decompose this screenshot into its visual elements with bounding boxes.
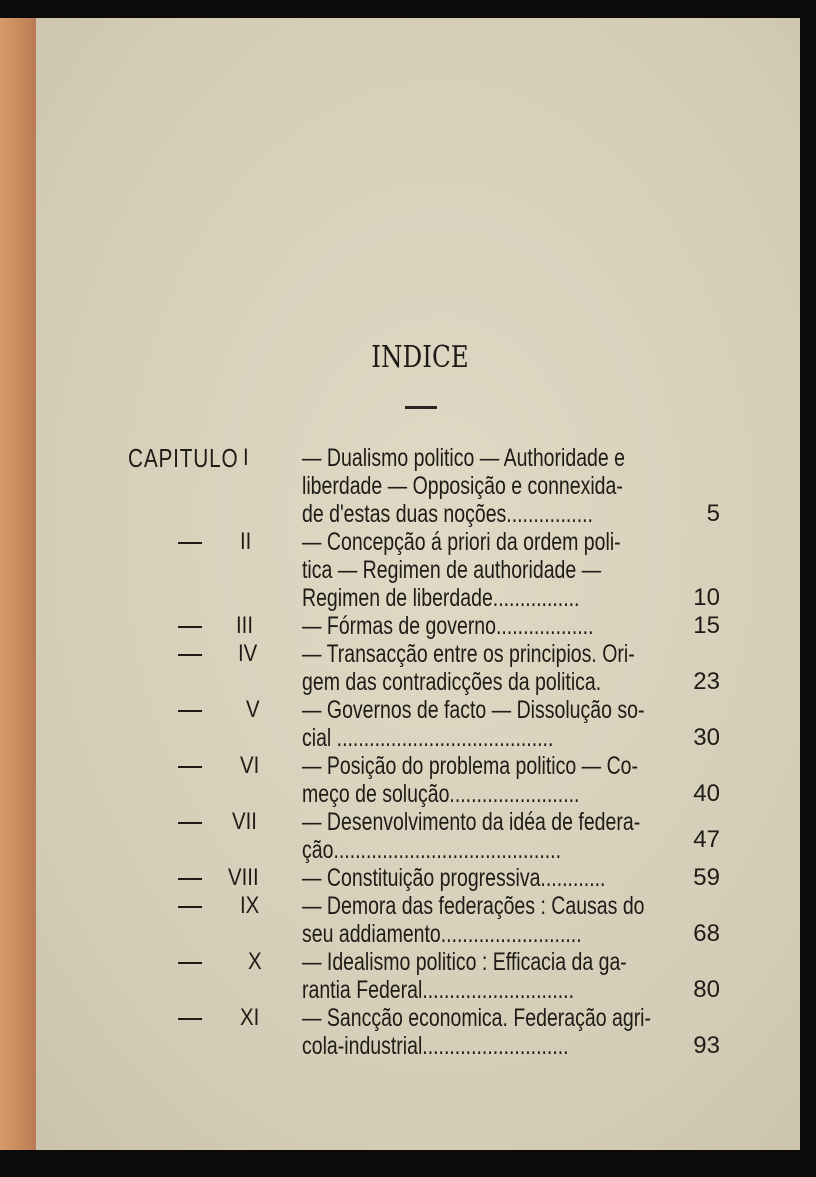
page-gutter (0, 18, 36, 1150)
chapter-numeral-I: I (243, 444, 249, 471)
chapter-numeral-VII: VII (232, 808, 257, 835)
chapter-X-page: 80 (693, 976, 720, 1003)
chapter-IV-line-1: — Transacção entre os principios. Ori- (302, 640, 635, 668)
chapter-II-line-3: Regimen de liberdade................ (302, 584, 580, 612)
chapter-numeral-IV: IV (238, 640, 258, 667)
chapter-numeral-II: II (240, 528, 252, 555)
chapter-numeral-VI: VI (240, 752, 260, 779)
ditto-dash (178, 1018, 202, 1020)
chapter-VII-line-1: — Desenvolvimento da idéa de federa- (302, 808, 641, 836)
chapter-V-page: 30 (693, 724, 720, 751)
chapter-I-page: 5 (706, 500, 720, 527)
chapter-numeral-V: V (246, 696, 260, 723)
ditto-dash (178, 822, 202, 824)
chapter-VIII-line-1: — Constituição progressiva............ (302, 864, 606, 892)
chapter-II-line-2: tica — Regimen de authoridade — (302, 556, 602, 584)
chapter-numeral-III: III (236, 612, 254, 639)
chapter-II-line-1: — Concepção á priori da ordem poli- (302, 528, 621, 556)
chapter-IX-line-1: — Demora das federações : Causas do (302, 892, 645, 920)
chapter-VII-page: 47 (693, 826, 720, 853)
chapter-V-line-2: cial ........................................ (302, 724, 554, 752)
chapter-VII-line-2: ção.......................................... (302, 836, 561, 864)
chapter-numeral-IX: IX (240, 892, 260, 919)
ditto-dash (178, 654, 202, 656)
chapter-III-line-1: — Fórmas de governo.................. (302, 612, 594, 640)
chapter-I-line-1: — Dualismo politico — Authoridade e (302, 444, 626, 472)
chapter-IX-line-2: seu addiamento.......................... (302, 920, 582, 948)
chapter-I-line-2: liberdade — Opposição e connexida- (302, 472, 623, 500)
chapter-V-line-1: — Governos de facto — Dissolução so- (302, 696, 645, 724)
chapter-VI-page: 40 (693, 780, 720, 807)
chapter-XI-line-2: cola-industrial........................... (302, 1032, 569, 1060)
chapter-IV-page: 23 (693, 668, 720, 695)
chapter-numeral-VIII: VIII (228, 864, 259, 891)
chapter-XI-line-1: — Sancção economica. Federação agri- (302, 1004, 652, 1032)
chapter-label: CAPITULO (128, 443, 239, 473)
chapter-XI-page: 93 (693, 1032, 720, 1059)
ditto-dash (178, 542, 202, 544)
chapter-II-page: 10 (693, 584, 720, 611)
chapter-numeral-X: X (248, 948, 262, 975)
chapter-X-line-1: — Idealismo politico : Efficacia da ga- (302, 948, 627, 976)
ditto-dash (178, 766, 202, 768)
chapter-I-line-3: de d'estas duas noções................ (302, 500, 593, 528)
ditto-dash (178, 906, 202, 908)
chapter-III-page: 15 (693, 612, 720, 639)
ditto-dash (178, 962, 202, 964)
chapter-IV-line-2: gem das contradicções da politica. (302, 668, 602, 696)
ditto-dash (178, 626, 202, 628)
ditto-dash (178, 710, 202, 712)
chapter-IX-page: 68 (693, 920, 720, 947)
book-page (0, 18, 800, 1150)
chapter-X-line-2: rantia Federal............................ (302, 976, 575, 1004)
chapter-VI-line-1: — Posição do problema politico — Co- (302, 752, 638, 780)
chapter-VI-line-2: meço de solução........................ (302, 780, 580, 808)
page-title: INDICE (371, 340, 469, 375)
ditto-dash (178, 878, 202, 880)
chapter-VIII-page: 59 (693, 864, 720, 891)
title-rule (405, 406, 437, 409)
chapter-numeral-XI: XI (240, 1004, 260, 1031)
